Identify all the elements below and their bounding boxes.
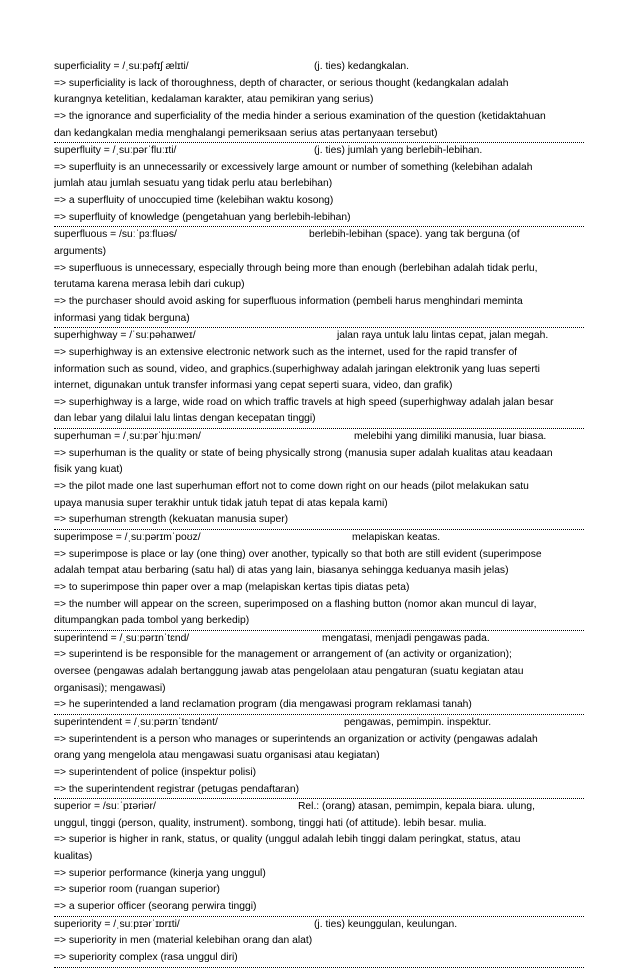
definition-line: => a superfluity of unoccupied time (kelebihan waktu kosong) — [54, 195, 334, 207]
definition-line: kurangnya ketelitian, kedalaman karakter, atau pemikiran yang serius) — [54, 94, 374, 106]
definition-line: => superfluity of knowledge (pengetahuan yang berlebih-lebihan) — [54, 211, 351, 223]
definition-line: internet, digunakan untuk transfer informasi yang cepat seperti suara, video, dan grafik) — [54, 380, 453, 392]
headword-pronunciation: superhuman = /ˌsuːpərˈhjuːmən/ — [54, 431, 201, 443]
headword-pronunciation: superintendent = /ˌsuːpərɪnˈtɛndənt/ — [54, 716, 218, 728]
dictionary-entry — [54, 799, 584, 916]
headword-pronunciation: superintend = /ˌsuːpərɪnˈtɛnd/ — [54, 632, 190, 644]
headword-pronunciation: superior = /suːˈpɪəriər/ — [54, 801, 156, 813]
definition-line: oversee (pengawas adalah bertanggung jawab atas pengelolaan atau pengaturan (suatu kegiatan atau — [54, 666, 524, 678]
entry-headline — [54, 530, 584, 547]
definition-line: dan kedangkalan media menghalangi pemeriksaan serius atas pertanyaan tersebut) — [54, 127, 438, 139]
headword-pronunciation: superiority = /ˌsuːpɪərˈɪɒrɪti/ — [54, 918, 180, 930]
definition-line: => superior is higher in rank, status, or quality (unggul adalah lebih tinggi dalam peringkat, status, atau — [54, 834, 521, 846]
headword-gloss: melebihi yang dimiliki manusia, luar biasa. — [354, 431, 547, 443]
definition-line: => superiority complex (rasa unggul diri) — [54, 951, 238, 963]
entry-headline — [54, 715, 584, 732]
definition-line: => superiority in men (material kelebihan orang dan alat) — [54, 935, 313, 947]
definition-line: => superintendent of police (inspektur polisi) — [54, 766, 257, 778]
definition-line: => the purchaser should avoid asking for superfluous information (pembeli harus menghindari meminta — [54, 295, 523, 307]
definition-line: arguments) — [54, 246, 107, 258]
definition-line: => superintend is be responsible for the management or arrangement of (an activity or organization); — [54, 649, 512, 661]
dictionary-entry — [54, 530, 584, 631]
definition-line: jumlah atau jumlah sesuatu yang tidak perlu atau berlebihan) — [54, 178, 333, 190]
definition-line: => the superintendent registrar (petugas pendaftaran) — [54, 783, 299, 795]
dictionary-entry — [54, 429, 584, 530]
headword-gloss: jalan raya untuk lalu lintas cepat, jalan megah. — [337, 330, 549, 342]
headword-pronunciation: superhighway = /ˈsuːpəhaɪweɪ/ — [54, 330, 196, 342]
definition-line: => the pilot made one last superhuman effort not to come down right on our heads (pilot melakukan satu — [54, 481, 529, 493]
definition-line: => superimpose is place or lay (one thing) over another, typically so that both are still evident (superimpose — [54, 548, 542, 560]
definition-line: ditumpangkan pada tombol yang berkedip) — [54, 615, 250, 627]
headword-gloss: berlebih-lebihan (space). yang tak berguna (of — [309, 229, 520, 241]
definition-line: terutama karena merasa lebih dari cukup) — [54, 279, 245, 291]
definition-line: => to superimpose thin paper over a map (melapiskan kertas tipis diatas peta) — [54, 581, 410, 593]
definition-line: fisik yang kuat) — [54, 464, 123, 476]
definition-line: => superhighway is an extensive electronic network such as the internet, used for the rapid transfer of — [54, 346, 518, 358]
headword-gloss: melapiskan keatas. — [352, 531, 441, 543]
definition-line: adalah tempat atau berbaring (satu hal) di atas yang lain, biasanya sehingga keduanya masih jelas) — [54, 565, 509, 577]
entry-headline — [54, 799, 584, 816]
headword-gloss: mengatasi, menjadi pengawas pada. — [322, 632, 490, 644]
dictionary-entry — [54, 328, 584, 429]
definition-line: => superhighway is a large, wide road on which traffic travels at high speed (superhighway adalah jalan besar — [54, 396, 554, 408]
definition-line: => superfluous is unnecessary, especially through being more than enough (berlebihan adalah tidak perlu, — [54, 262, 538, 274]
dictionary-entry — [54, 715, 584, 799]
definition-line: => superior room (ruangan superior) — [54, 884, 220, 896]
definition-line: informasi yang tidak berguna) — [54, 312, 190, 324]
headword-pronunciation: superfluous = /suːˈpɜːfluəs/ — [54, 229, 177, 241]
entry-headline — [54, 631, 584, 648]
headword-pronunciation: superficiality = /ˌsuːpəfɪʃ ælɪti/ — [54, 61, 189, 72]
definition-line: => the number will appear on the screen, superimposed on a flashing button (nomor akan muncul di layar, — [54, 598, 537, 610]
definition-line: => the ignorance and superficiality of the media hinder a serious examination of the question (ketidaktahuan — [54, 110, 546, 122]
headword-gloss: pengawas, pemimpin. inspektur. — [344, 716, 492, 728]
dictionary-entry — [54, 227, 584, 328]
definition-line: upaya manusia super terakhir untuk tidak jatuh tepat di atas kepala kami) — [54, 497, 388, 509]
document-body — [54, 59, 584, 968]
entry-headline — [54, 917, 584, 934]
headword-gloss: (j. ties) keunggulan, keulungan. — [314, 918, 458, 930]
headword-gloss: Rel.: (orang) atasan, pemimpin, kepala biara. ulung, — [298, 801, 535, 813]
entry-headline — [54, 59, 584, 76]
definition-line: dan lebar yang dilalui lalu lintas dengan kecepatan tinggi) — [54, 413, 316, 425]
entry-headline — [54, 429, 584, 446]
dictionary-entry — [54, 917, 584, 968]
entry-headline — [54, 328, 584, 345]
definition-line: => he superintended a land reclamation program (dia mengawasi program reklamasi tanah) — [54, 699, 472, 711]
headword-pronunciation: superfluity = /ˌsuːpərˈfluːɪti/ — [54, 145, 177, 157]
definition-line: => superhuman is the quality or state of being physically strong (manusia super adalah kualitas atau keadaan — [54, 447, 553, 459]
entry-headline — [54, 143, 584, 160]
dictionary-entry — [54, 631, 584, 715]
definition-line: => a superior officer (seorang perwira tinggi) — [54, 901, 257, 913]
definition-line: => superintendent is a person who manages or superintends an organization or activity (pengawas adalah — [54, 733, 538, 745]
definition-line: => superficiality is lack of thoroughness, depth of character, or serious thought (kedangkalan adalah — [54, 77, 509, 89]
definition-line: unggul, tinggi (person, quality, instrument). sombong, tinggi hati (of attitude). lebih besar. mulia. — [54, 817, 487, 829]
headword-gloss: (j. ties) jumlah yang berlebih-lebihan. — [314, 145, 483, 157]
definition-line: => superior performance (kinerja yang unggul) — [54, 867, 266, 879]
definition-line: organisasi); mengawasi) — [54, 682, 166, 694]
definition-line: => superhuman strength (kekuatan manusia super) — [54, 514, 289, 526]
headword-gloss: (j. ties) kedangkalan. — [314, 61, 410, 72]
headword-pronunciation: superimpose = /ˌsuːpərɪmˈpoʊz/ — [54, 531, 201, 543]
definition-line: => superfluity is an unnecessarily or excessively large amount or number of something (kelebihan adalah — [54, 161, 533, 173]
definition-line: orang yang mengelola atau mengawasi suatu organisasi atau kegiatan) — [54, 750, 380, 762]
dictionary-entry — [54, 143, 584, 227]
definition-line: information such as sound, video, and graphics.(superhighway adalah jaringan elektronik yang luas seperti — [54, 363, 540, 375]
entry-headline — [54, 227, 584, 244]
definition-line: kualitas) — [54, 851, 93, 863]
dictionary-entry — [54, 59, 584, 143]
